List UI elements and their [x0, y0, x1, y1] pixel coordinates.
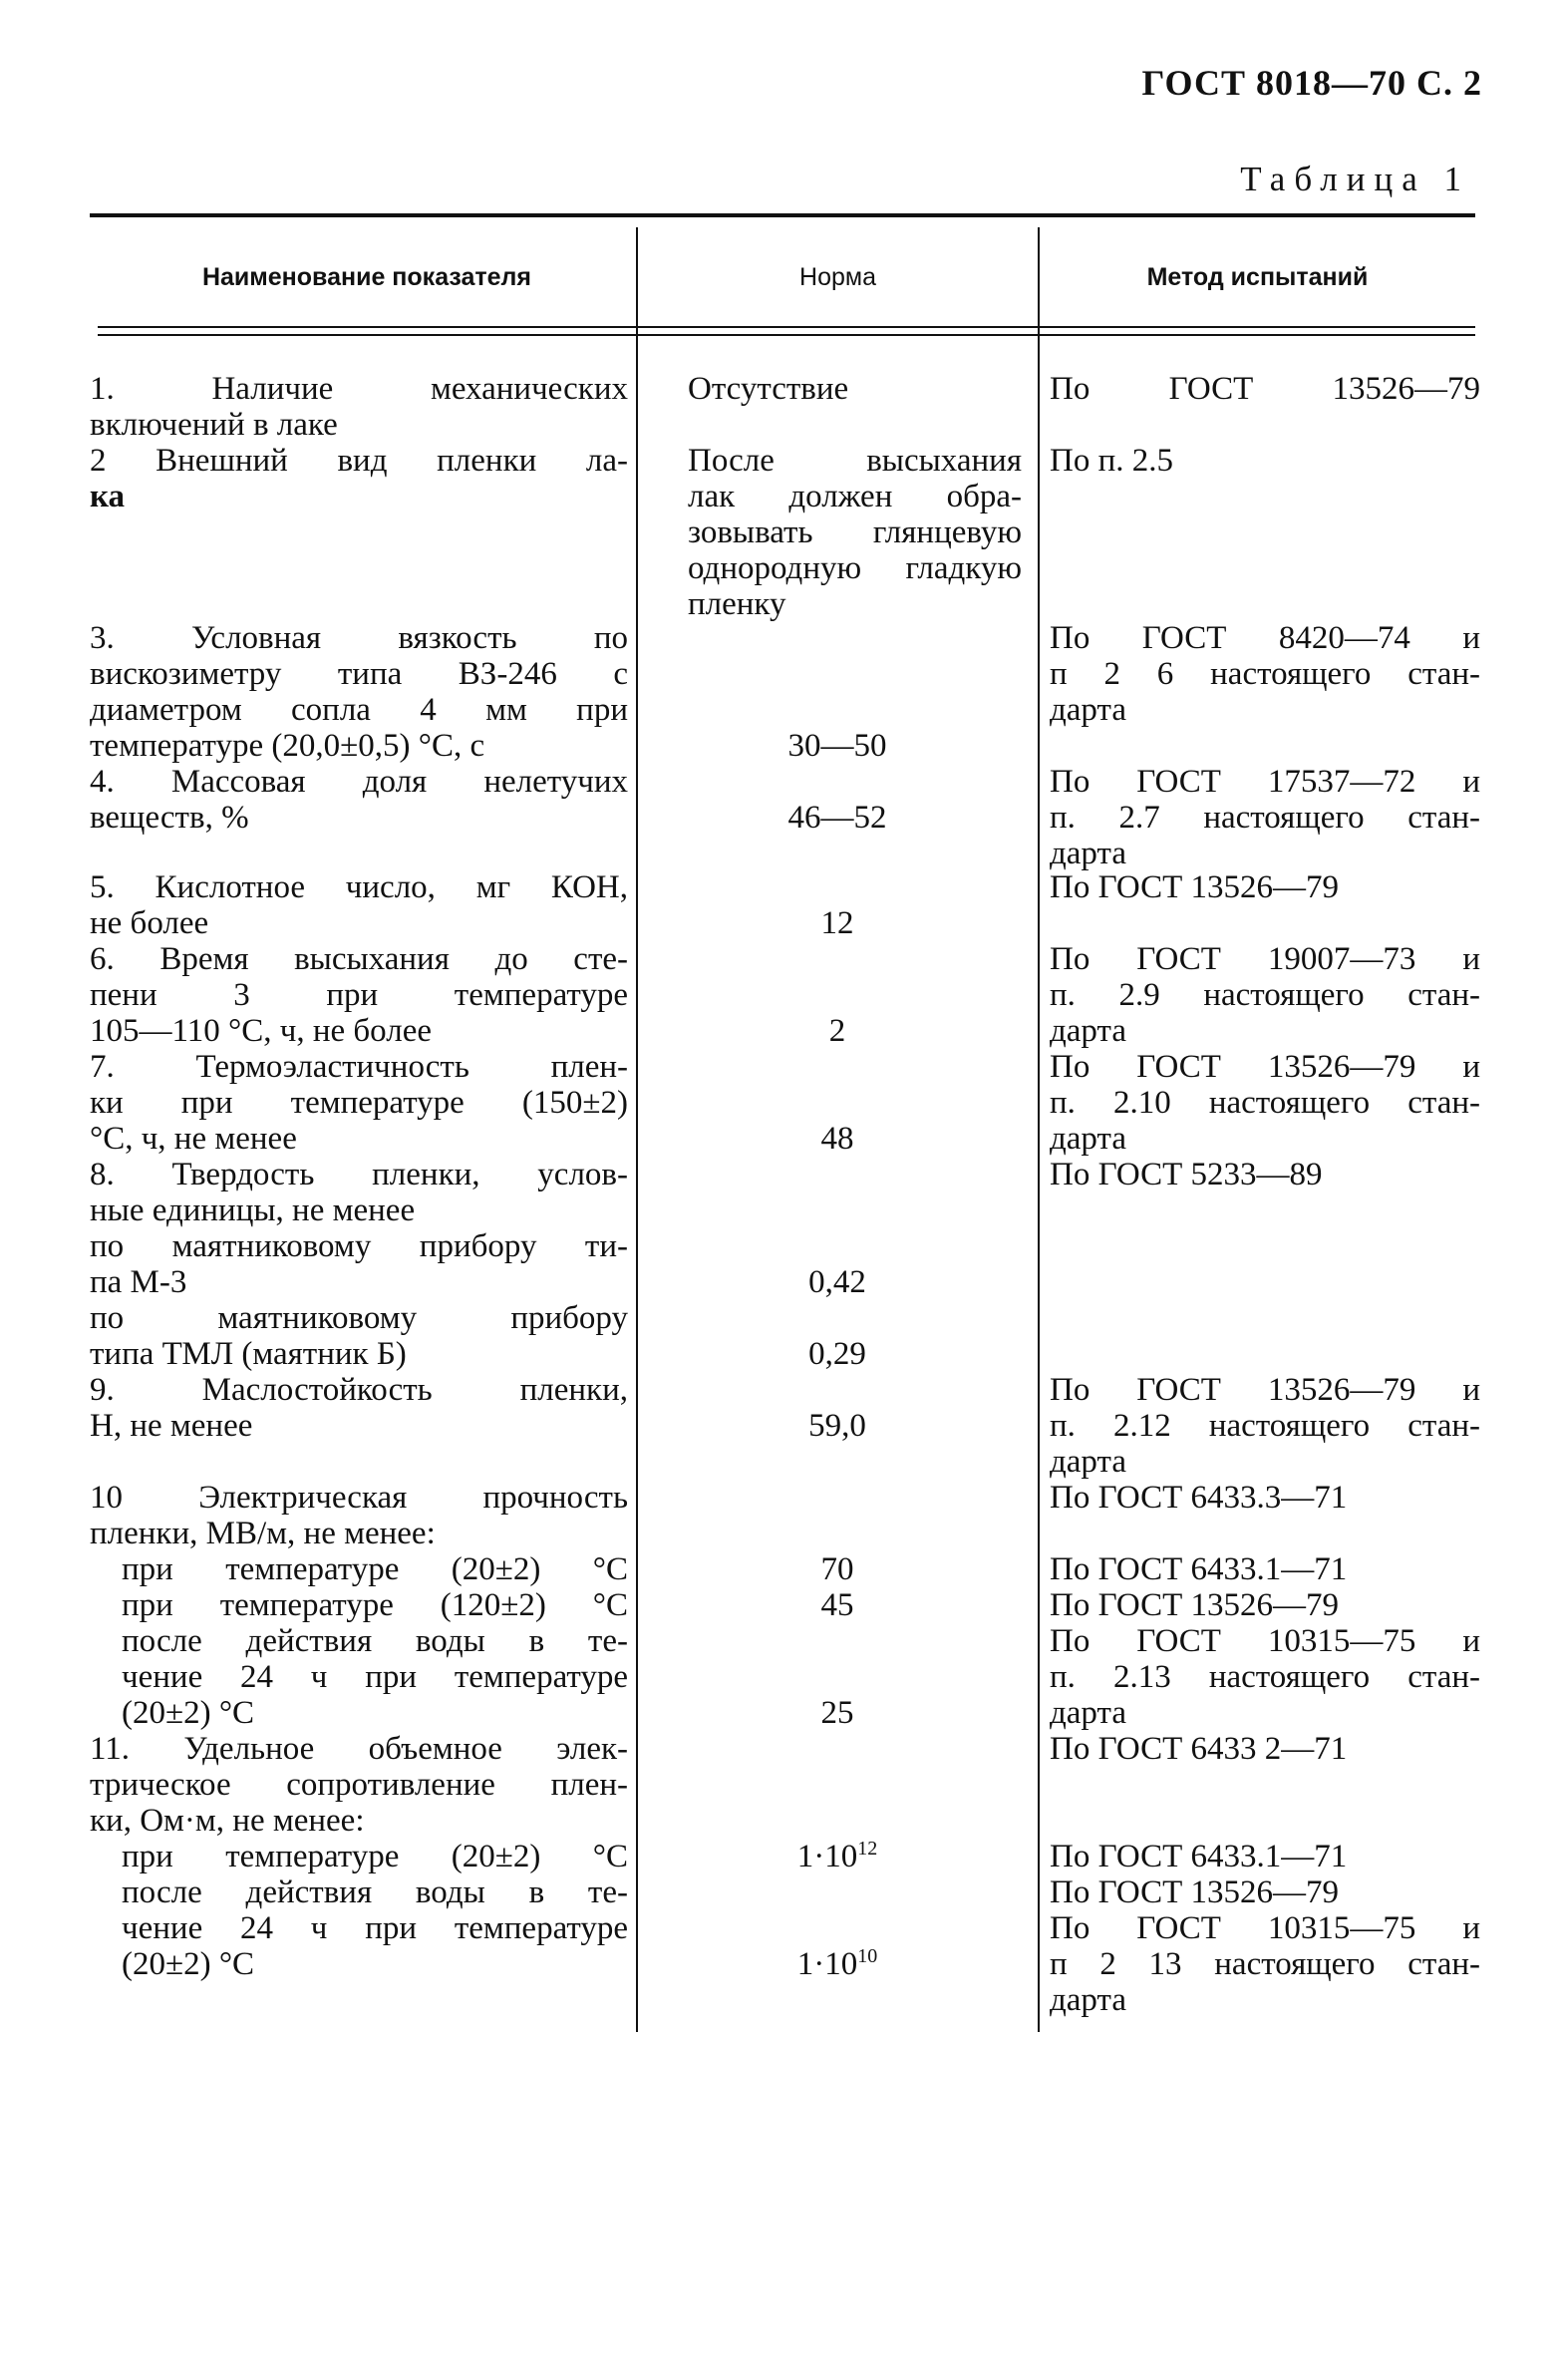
row-8-norm: 0,42 [808, 1264, 866, 1300]
row-5-method: По ГОСТ 13526—79 [1050, 869, 1339, 905]
row-11-method-line: По ГОСТ 10315—75 и [1050, 1910, 1480, 1946]
row-9-method-line: дарта [1050, 1444, 1126, 1480]
row-2-norm-line: пленку [688, 586, 786, 622]
row-9-method-line: По ГОСТ 13526—79 и [1050, 1372, 1480, 1408]
row-3-name-line: диаметром сопла 4 мм при [90, 692, 628, 728]
row-8-method: По ГОСТ 5233—89 [1050, 1157, 1323, 1192]
row-8-norm: 0,29 [808, 1336, 866, 1372]
row-4-method-line: п. 2.7 настоящего стан- [1050, 800, 1480, 836]
row-5-norm: 12 [820, 905, 854, 941]
row-2-norm-line: однородную гладкую [688, 550, 1022, 586]
row-7-norm: 48 [820, 1121, 854, 1157]
row-9-name-line: Н, не менее [90, 1408, 253, 1444]
column-header-method: Метод испытаний [1146, 263, 1369, 291]
row-11-norm-exponent: 12 [857, 1838, 878, 1860]
row-4-name-line: 4. Массовая доля нелетучих [90, 764, 628, 800]
row-2-norm-line: зовывать глянцевую [688, 514, 1022, 550]
row-11-name-line: ки, Ом·м, не менее: [90, 1803, 365, 1839]
row-3-name-line: вискозиметру типа ВЗ-246 с [90, 656, 628, 692]
row-11-norm [638, 1946, 1037, 1982]
row-10-name-line: чение 24 ч при температуре [122, 1659, 628, 1695]
row-10-method-line: По ГОСТ 10315—75 и [1050, 1623, 1480, 1659]
row-9-method-line: п. 2.12 настоящего стан- [1050, 1408, 1480, 1444]
row-11-name-line: (20±2) °С [122, 1946, 255, 1982]
row-2-norm-line: лак должен обра- [688, 479, 1022, 514]
row-10-name-line: пленки, МВ/м, не менее: [90, 1516, 436, 1551]
row-10-method-line: По ГОСТ 6433.1—71 [1050, 1551, 1348, 1587]
row-8-name-line: типа ТМЛ (маятник Б) [90, 1336, 407, 1372]
row-3-method-line: дарта [1050, 692, 1126, 728]
row-10-norm: 25 [820, 1695, 854, 1731]
row-7-method-line: По ГОСТ 13526—79 и [1050, 1049, 1480, 1085]
row-10-name-line: после действия воды в те- [122, 1623, 628, 1659]
row-6-name-line: 6. Время высыхания до сте- [90, 941, 628, 977]
row-3-method-line: п 2 6 настоящего стан- [1050, 656, 1480, 692]
row-6-method-line: п. 2.9 настоящего стан- [1050, 977, 1480, 1013]
row-9-norm: 59,0 [808, 1408, 866, 1444]
row-8-name-line: 8. Твердость пленки, услов- [90, 1157, 628, 1192]
row-11-norm-base: 1·10 [796, 1839, 858, 1874]
row-2-norm-line: После высыхания [688, 443, 1022, 479]
row-6-name-line: пени 3 при температуре [90, 977, 628, 1013]
row-4-norm: 46—52 [787, 800, 887, 836]
row-10-method-line: По ГОСТ 6433.3—71 [1050, 1480, 1348, 1516]
row-10-method-line: п. 2.13 настоящего стан- [1050, 1659, 1480, 1695]
header-bottom-rule-2 [98, 334, 1475, 336]
row-10-norm: 45 [820, 1587, 854, 1623]
row-7-name-line: ки при температуре (150±2) [90, 1085, 628, 1121]
row-3-norm: 30—50 [787, 728, 887, 764]
row-5-name-line: не более [90, 905, 209, 941]
table-top-rule [90, 213, 1475, 217]
row-10-name-line: при температуре (20±2) °С [122, 1551, 628, 1587]
row-10-name-line: (20±2) °С [122, 1695, 255, 1731]
row-11-name-line: при температуре (20±2) °С [122, 1839, 628, 1874]
column-divider-2 [1038, 227, 1040, 2032]
row-5-name-line: 5. Кислотное число, мг КОН, [90, 869, 628, 905]
row-11-norm [638, 1839, 1037, 1874]
row-11-name-line: чение 24 ч при температуре [122, 1910, 628, 1946]
row-3-name-line: 3. Условная вязкость по [90, 620, 628, 656]
row-1-name-line: 1. Наличие механических [90, 371, 628, 407]
row-8-name-line: ные единицы, не менее [90, 1192, 416, 1228]
row-1-norm: Отсутствие [688, 371, 849, 407]
row-1-method: По ГОСТ 13526—79 [1050, 371, 1480, 407]
row-10-name-line: при температуре (120±2) °С [122, 1587, 628, 1623]
row-3-name-line: температуре (20,0±0,5) °С, с [90, 728, 485, 764]
row-4-method-line: дарта [1050, 836, 1126, 871]
row-11-name-line: 11. Удельное объемное элек- [90, 1731, 628, 1767]
row-8-name-line: по маятниковому прибору [90, 1300, 628, 1336]
row-11-name-line: трическое сопротивление плен- [90, 1767, 628, 1803]
row-11-norm-base: 1·10 [796, 1946, 858, 1982]
row-8-name-line: по маятниковому прибору ти- [90, 1228, 628, 1264]
row-8-name-line: па М-3 [90, 1264, 187, 1300]
row-10-norm: 70 [820, 1551, 854, 1587]
row-6-method-line: По ГОСТ 19007—73 и [1050, 941, 1480, 977]
row-6-method-line: дарта [1050, 1013, 1126, 1049]
row-11-method-line: По ГОСТ 6433 2—71 [1050, 1731, 1348, 1767]
row-11-method-line: п 2 13 настоящего стан- [1050, 1946, 1480, 1982]
row-11-method-line: По ГОСТ 13526—79 [1050, 1874, 1339, 1910]
page-header: ГОСТ 8018—70 С. 2 [1141, 63, 1482, 103]
row-7-method-line: п. 2.10 настоящего стан- [1050, 1085, 1480, 1121]
table-title: Таблица 1 [1240, 160, 1470, 198]
row-2-method: По п. 2.5 [1050, 443, 1173, 479]
row-11-method-line: По ГОСТ 6433.1—71 [1050, 1839, 1348, 1874]
row-7-name-line: 7. Термоэластичность плен- [90, 1049, 628, 1085]
row-1-name-line: включений в лаке [90, 407, 338, 443]
column-header-name: Наименование показателя [201, 263, 532, 291]
row-11-norm-exponent: 10 [857, 1945, 878, 1967]
row-4-method-line: По ГОСТ 17537—72 и [1050, 764, 1480, 800]
row-6-norm: 2 [828, 1013, 846, 1049]
header-bottom-rule-1 [98, 326, 1475, 328]
row-2-name-line: ка [90, 479, 126, 514]
row-10-name-line: 10 Электрическая прочность [90, 1480, 628, 1516]
row-11-name-line: после действия воды в те- [122, 1874, 628, 1910]
row-7-method-line: дарта [1050, 1121, 1126, 1157]
column-header-norm: Норма [799, 263, 876, 291]
row-10-method-line: По ГОСТ 13526—79 [1050, 1587, 1339, 1623]
row-3-method-line: По ГОСТ 8420—74 и [1050, 620, 1480, 656]
row-2-name-line: 2 Внешний вид пленки ла- [90, 443, 628, 479]
row-4-name-line: веществ, % [90, 800, 249, 836]
row-6-name-line: 105—110 °С, ч, не более [90, 1013, 433, 1049]
row-10-method-line: дарта [1050, 1695, 1126, 1731]
row-7-name-line: °С, ч, не менее [90, 1121, 297, 1157]
row-11-method-line: дарта [1050, 1982, 1126, 2018]
row-9-name-line: 9. Маслостойкость пленки, [90, 1372, 628, 1408]
